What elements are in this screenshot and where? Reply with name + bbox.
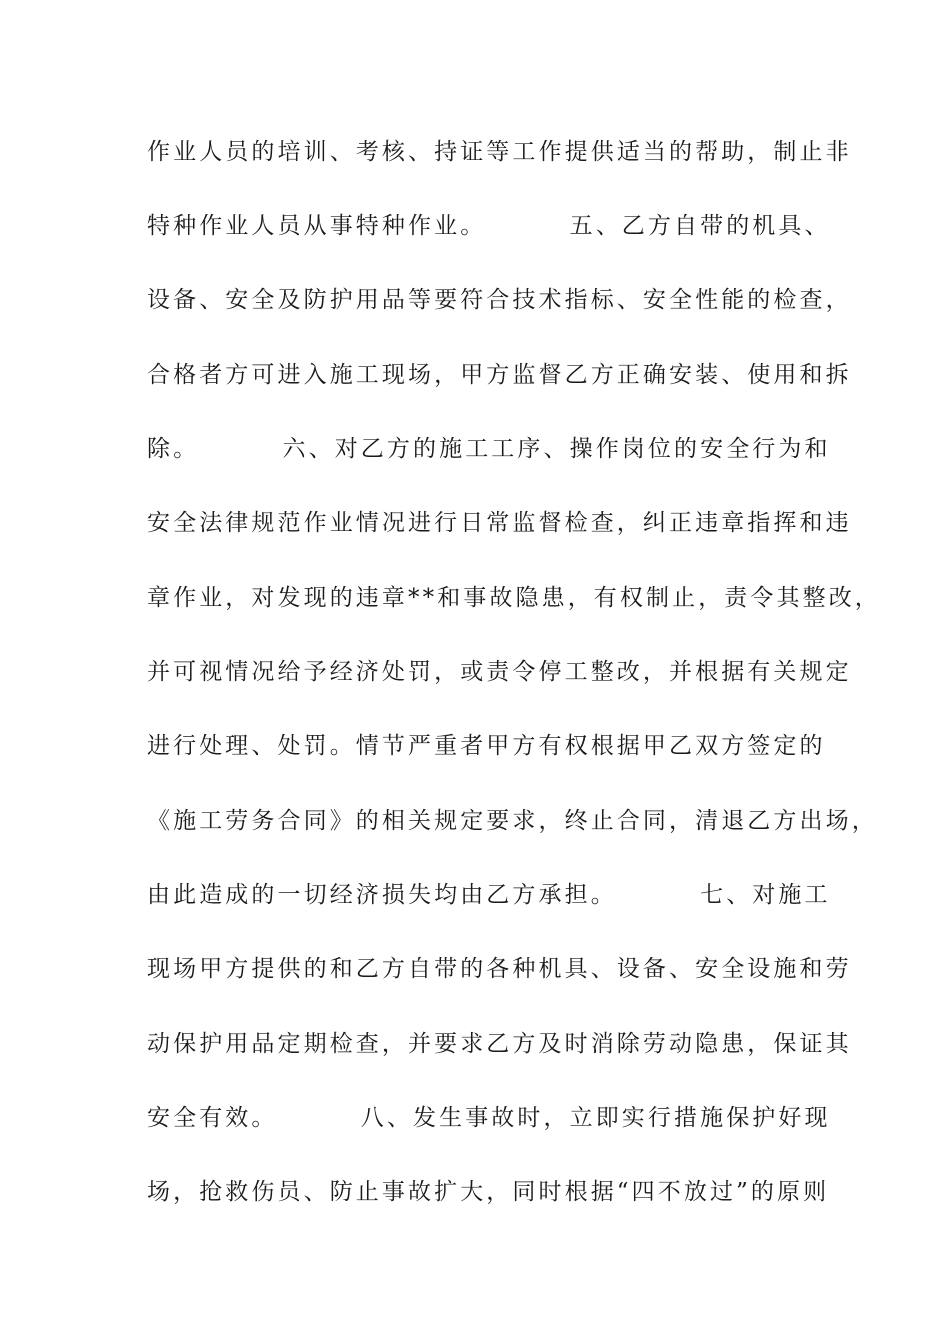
paragraph-line: 合格者方可进入施工现场，甲方监督乙方正确安装、使用和拆 [147, 362, 852, 388]
paragraph-line: 并可视情况给予经济处罚，或责令停工整改，并根据有关规定 [147, 659, 852, 685]
paragraph-line: 现场甲方提供的和乙方自带的各种机具、设备、安全设施和劳 [147, 956, 852, 982]
paragraph-line: 动保护用品定期检查，并要求乙方及时消除劳动隐患，保证其 [147, 1031, 852, 1057]
paragraph-line: 除。 六、对乙方的施工工序、操作岗位的安全行为和 [147, 436, 831, 462]
paragraph-line: 场，抢救伤员、防止事故扩大，同时根据“四不放过”的原则 [147, 1179, 830, 1205]
paragraph-line: 进行处理、处罚。情节严重者甲方有权根据甲乙双方签定的 [147, 733, 826, 759]
paragraph-line: 作业人员的培训、考核、持证等工作提供适当的帮助，制止非 [147, 139, 852, 165]
paragraph-line: 章作业，对发现的违章**和事故隐患，有权制止，责令其整改， [147, 585, 881, 611]
paragraph-line: 安全有效。 八、发生事故时，立即实行措施保护好现 [147, 1105, 831, 1131]
paragraph-line: 《施工劳务合同》的相关规定要求，终止合同，清退乙方出场， [147, 808, 878, 834]
paragraph-line: 特种作业人员从事特种作业。 五、乙方自带的机具、 [147, 213, 831, 239]
paragraph-line: 设备、安全及防护用品等要符合技术指标、安全性能的检查， [147, 287, 852, 313]
paragraph-line: 由此造成的一切经济损失均由乙方承担。 七、对施工 [147, 882, 831, 908]
paragraph-line: 安全法律规范作业情况进行日常监督检查，纠正违章指挥和违 [147, 510, 852, 536]
